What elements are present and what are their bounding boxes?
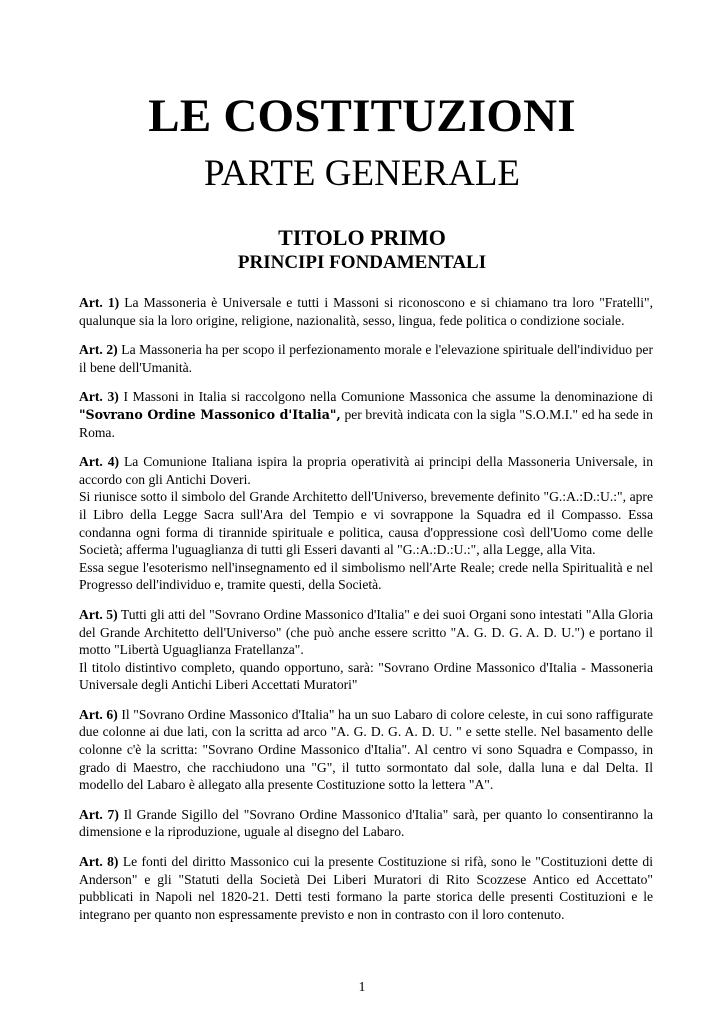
article-paragraph <box>79 853 653 923</box>
article-paragraph: Essa segue l'esoterismo nell'insegnamento ed il simbolismo nell'Arte Reale; crede nella Spiritualità e nel Progresso dell'individuo e, tramite questi, della Società. <box>79 559 653 593</box>
article-paragraph <box>79 388 653 441</box>
page-number: 1 <box>358 980 366 995</box>
article-3 <box>79 388 653 441</box>
article-text: Le fonti del diritto Massonico cui la presente Costituzione si rifà, sono le "Costituzioni dette di Anderson" e gli "Statuti della Società Dei Liberi Muratori di Rito Scozzese Antico ed Accettato" pubblicati in Napoli nel 1820-21. Detti testi formano la parte storica delle presenti Costituzioni e le integrano per quanto non espressamente previsto e non in contrasto con il loro contenuto. <box>79 854 653 922</box>
article-paragraph <box>79 806 653 841</box>
article-label: Art. 4) <box>79 454 120 470</box>
article-label: Art. 7) <box>79 806 119 822</box>
document-subtitle: PARTE GENERALE <box>203 153 521 194</box>
article-paragraph <box>79 453 653 488</box>
article-label: Art. 6) <box>79 706 118 722</box>
article-5 <box>79 606 653 694</box>
article-text: Il "Sovrano Ordine Massonico d'Italia" ha un suo Labaro di colore celeste, in cui sono raffigurate due colonne ai due lati, con la scritta ad arco "A. G. D. G. A. D. U. " e sette stelle. Nel basamento delle colonne c'è la scritta: "Sovrano Ordine Massonico d'Italia". Al centro vi sono Squadra e Compasso, in grado di Maestro, che racchiudono una "G", il tutto sormontato dal sole, dalla luna e dal Delta. Il modello del Labaro è allegato alla presente Costituzione sotto la lettera "A". <box>79 706 653 793</box>
article-text: La Massoneria ha per scopo il perfezionamento morale e l'elevazione spirituale dell'individuo per il bene dell'Umanità. <box>79 342 653 375</box>
article-2 <box>79 341 653 376</box>
article-label: Art. 1) <box>79 295 120 310</box>
article-text: La Massoneria è Universale e tutti i Massoni si riconoscono e si chiamano tra loro "Fratelli", qualunque sia la loro origine, religione, nazionalità, sesso, lingua, fede politica o condizione sociale. <box>79 295 654 328</box>
section-subtitle: PRINCIPI FONDAMENTALI <box>237 252 487 273</box>
article-4 <box>79 453 653 594</box>
article-text: La Comunione Italiana ispira la propria operatività ai principi della Massoneria Universale, in accordo con gli Antichi Doveri. <box>79 454 654 487</box>
article-7 <box>79 806 653 841</box>
section-title: TITOLO PRIMO <box>278 225 446 250</box>
article-8 <box>79 853 653 923</box>
article-text: Tutti gli atti del "Sovrano Ordine Massonico d'Italia" e dei suoi Organi sono intestati "Alla Gloria del Grande Architetto dell'Universo" (che può anche essere scritto "A. G. D. G. A. D. U.") e portano il motto "Libertà Uguaglianza Fratellanza". <box>79 606 654 658</box>
article-text: I Massoni in Italia si raccolgono nella Comunione Massonica che assume la denominazione di <box>123 389 653 405</box>
article-paragraph: Il titolo distintivo completo, quando opportuno, sarà: "Sovrano Ordine Massonico d'Italia - Massoneria Universale degli Antichi Liberi Accettati Muratori" <box>79 659 653 693</box>
article-paragraph <box>79 706 653 794</box>
document-title: LE COSTITUZIONI <box>148 90 576 142</box>
article-label: Art. 3) <box>79 389 119 405</box>
article-paragraph: Si riunisce sotto il simbolo del Grande Architetto dell'Universo, brevemente definito "G.:A.:D.:U.:", apre il Libro della Legge Sacra sull'Ara del Tempio e vi sovrappone la Squadra ed il Compasso. Essa condanna ogni forma di tirannide spirituale e politica, causa d'oppressione così dell'Uomo come delle Società; afferma l'uguaglianza di tutti gli Esseri davanti al "G.:A.:D.:U.:", alla Legge, alla Vita. <box>79 489 653 558</box>
article-label: Art. 2) <box>79 342 118 358</box>
articles-list <box>79 294 653 935</box>
article-paragraph <box>79 341 653 376</box>
article-label: Art. 8) <box>79 854 119 870</box>
order-name-emphasis: "Sovrano Ordine Massonico d'Italia", <box>79 406 341 422</box>
article-1 <box>79 294 653 329</box>
article-6 <box>79 706 653 794</box>
article-paragraph <box>79 294 653 329</box>
article-label: Art. 5) <box>79 606 118 622</box>
article-paragraph <box>79 606 653 659</box>
article-text: per brevità indicata con la sigla "S.O.M.I." ed ha sede in Roma. <box>79 406 653 440</box>
article-text: Il Grande Sigillo del "Sovrano Ordine Massonico d'Italia" sarà, per quanto lo consentiranno la dimensione e la riproduzione, uguale al disegno del Labaro. <box>79 806 654 840</box>
